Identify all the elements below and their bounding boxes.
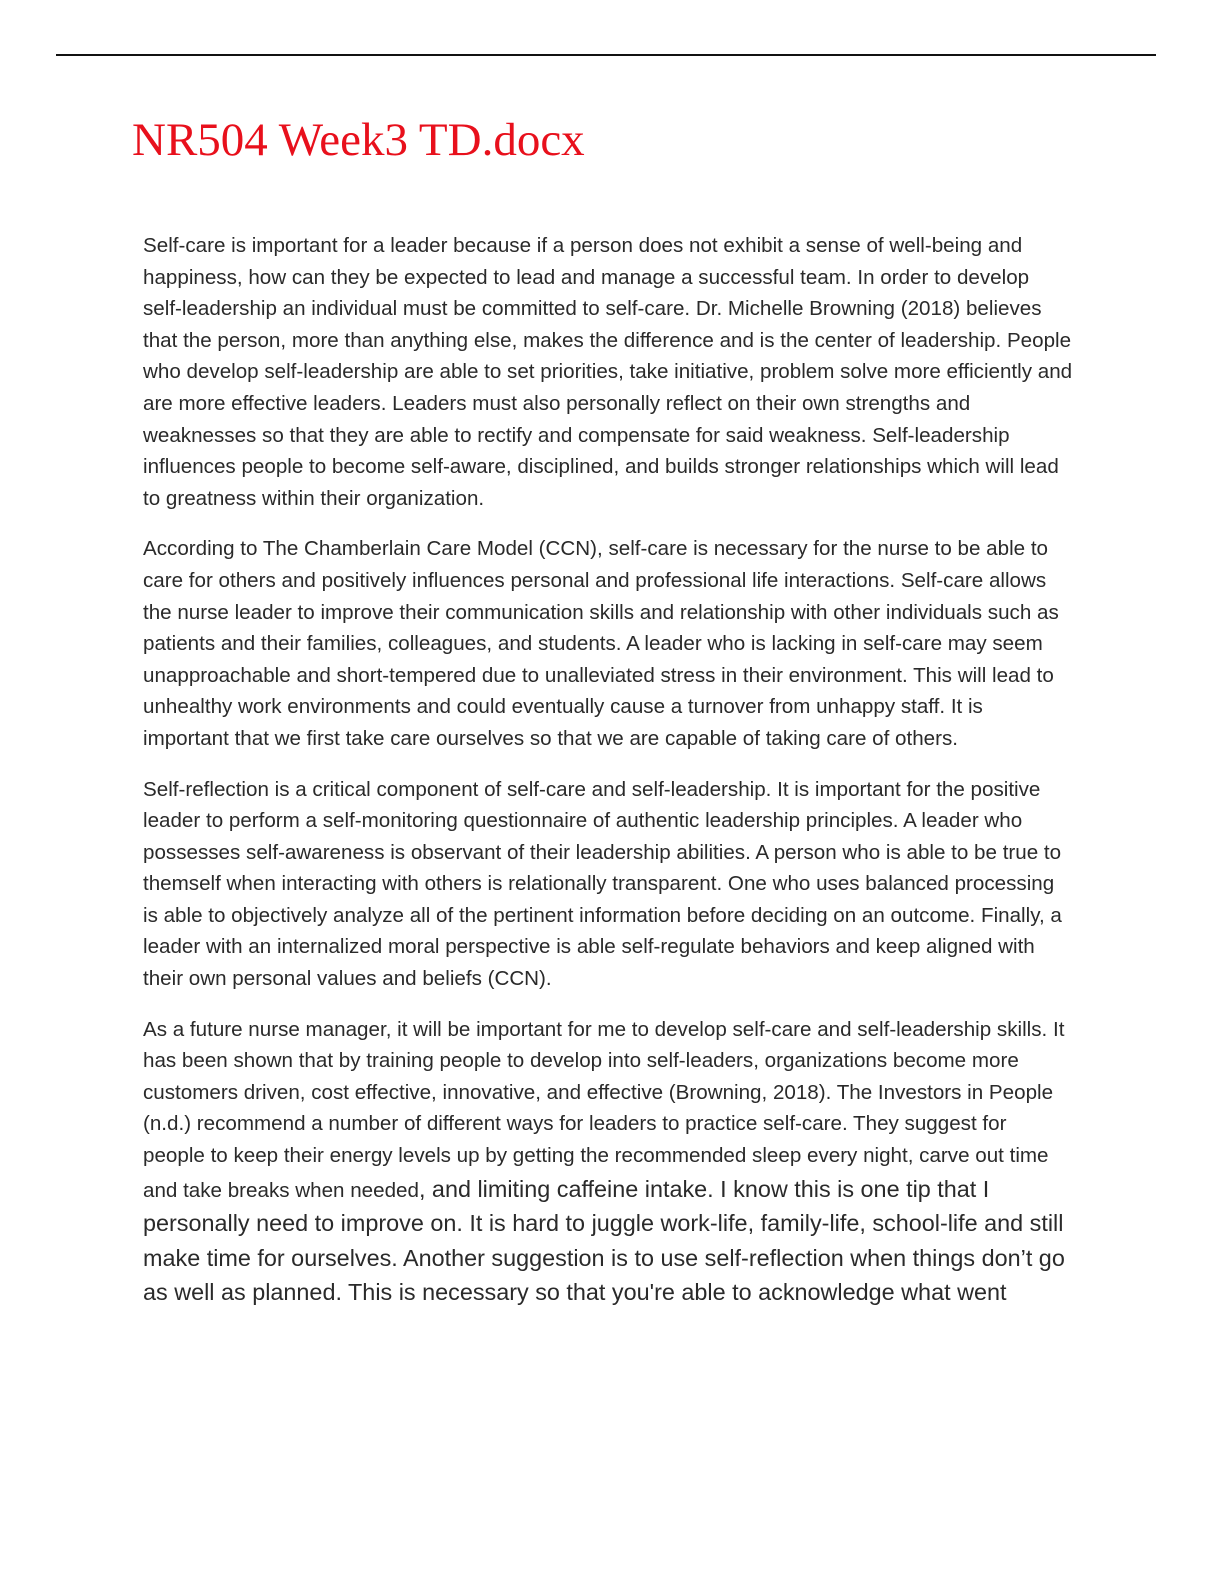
document-body [143, 230, 1073, 1329]
paragraph-4-normal-text: As a future nurse manager, it will be important for me to develop self-care and self-leadership skills. It has been shown that by training people to develop into self-leaders, organizations become more customers driven, cost effective, innovative, and effective (Browning, 2018). The Investors in People (n.d.) recommend a number of different ways for leaders to practice self-care. They suggest for people to keep their energy levels up by getting the recommended sleep every night, carve out time and take breaks when needed [143, 1017, 1065, 1202]
paragraph-1: Self-care is important for a leader because if a person does not exhibit a sense of well-being and happiness, how can they be expected to lead and manage a successful team. In order to develop self-leadership an individual must be committed to self-care. Dr. Michelle Browning (2018) believes that the person, more than anything else, makes the difference and is the center of leadership. People who develop self-leadership are able to set priorities, take initiative, problem solve more efficiently and are more effective leaders. Leaders must also personally reflect on their own strengths and weaknesses so that they are able to rectify and compensate for said weakness. Self-leadership influences people to become self-aware, disciplined, and builds stronger relationships which will lead to greatness within their organization. [143, 234, 1073, 510]
paragraph-3: Self-reflection is a critical component of self-care and self-leadership. It is important for the positive leader to perform a self-monitoring questionnaire of authentic leadership principles. A leader who possesses self-awareness is observant of their leadership abilities. A person who is able to be true to themself when interacting with others is relationally transparent. One who uses balanced processing is able to objectively analyze all of the pertinent information before deciding on an outcome. Finally, a leader with an internalized moral perspective is able self-regulate behaviors and keep aligned with their own personal values and beliefs (CCN). [143, 777, 1062, 991]
paragraph-2: According to The Chamberlain Care Model (CCN), self-care is necessary for the nurse to be able to care for others and positively influences personal and professional life interactions. Self-care allows the nurse leader to improve their communication skills and relationship with other individuals such as patients and their families, colleagues, and students. A leader who is lacking in self-care may seem unapproachable and short-tempered due to unalleviated stress in their environment. This will lead to unhealthy work environments and could eventually cause a turnover from unhappy staff. It is important that we first take care ourselves so that we are capable of taking care of others. [143, 537, 1059, 750]
document-title: NR504 Week3 TD.docx [132, 114, 585, 166]
header-rule [56, 54, 1156, 56]
paragraph-4 [143, 1014, 1073, 1310]
paragraph-4-larger-text: , and limiting caffeine intake. I know this is one tip that I personally need to improve on. It is hard to juggle work-life, family-life, school-life and still make time for ourselves. Another suggestion is to use self-reflection when things don’t go as well as planned. This is necessary so that you're able to acknowledge what went [143, 1175, 1065, 1306]
